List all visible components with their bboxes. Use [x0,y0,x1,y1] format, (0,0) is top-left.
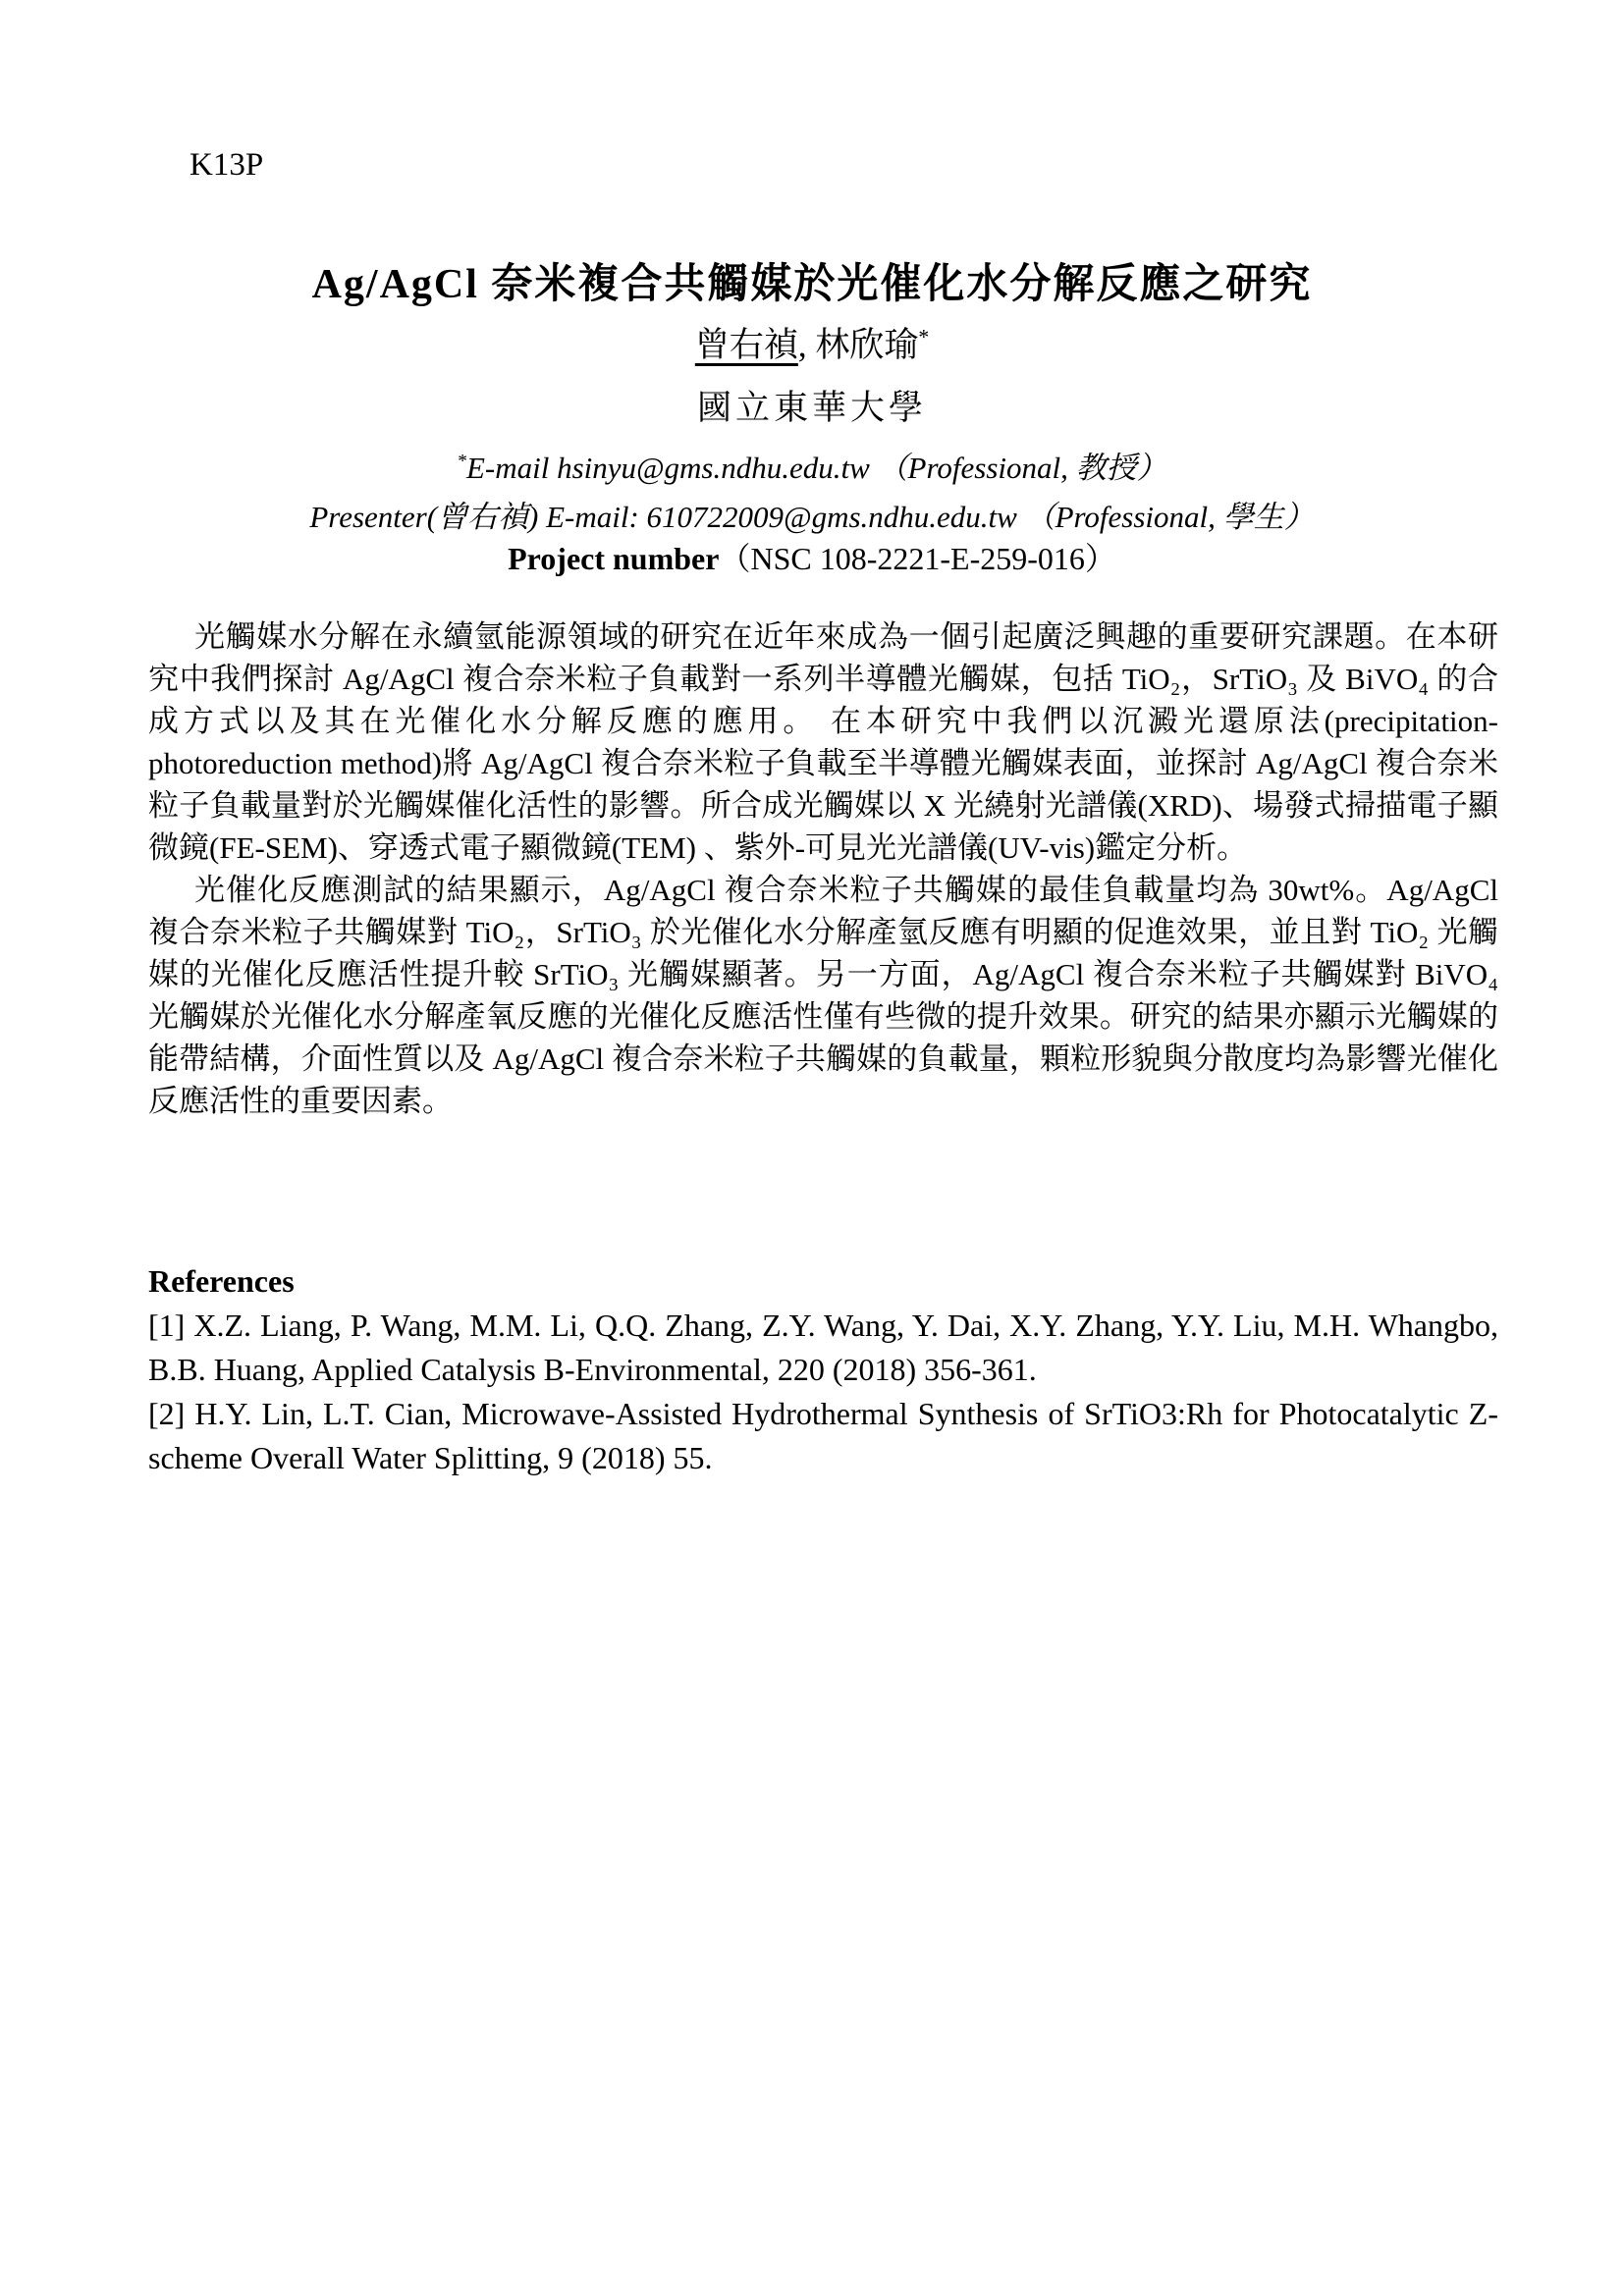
project-number-label: Project number [508,541,720,576]
reference-item: [2] H.Y. Lin, L.T. Cian, Microwave-Assisted Hydrothermal Synthesis of SrTiO3:Rh for Photocatalytic Z-scheme Overall Water Splitting, 9 (2018) 55. [148,1396,1498,1475]
corresponding-email-text: E-mail hsinyu@gms.ndhu.edu.tw （Professional, 教授） [465,451,1167,485]
corresponding-email-asterisk: * [457,451,466,472]
abstract [148,615,1498,1122]
project-number-value: （NSC 108-2221-E-259-016） [719,541,1116,576]
references-heading: References [148,1263,295,1299]
corresponding-asterisk: * [918,325,930,349]
presenter-name: 曾右禎 [694,326,798,364]
reference-item: [1] X.Z. Liang, P. Wang, M.M. Li, Q.Q. Zhang, Z.Y. Wang, Y. Dai, X.Y. Zhang, Y.Y. Liu, M.H. Whangbo, B.B. Huang, Applied Catalysis B-Environmental, 220 (2018) 356-361. [148,1308,1498,1387]
corresponding-email-line [0,443,1624,487]
abstract-paragraph: 光催化反應測試的結果顯示，Ag/AgCl 複合奈米粒子共觸媒的最佳負載量均為 30wt%。Ag/AgCl 複合奈米粒子共觸媒對 TiO₂，SrTiO₃ 於光催化水分解產氫反應有明顯的促進效果，並且對 TiO₂ 光觸媒的光催化反應活性提升較 SrTiO₃ 光觸媒顯著。另一方面，Ag/AgCl 複合奈米粒子共觸媒對 BiVO₄ 光觸媒於光催化水分解產氧反應的光催化反應活性僅有些微的提升效果。研究的結果亦顯示光觸媒的能帶結構，介面性質以及 Ag/AgCl 複合奈米粒子共觸媒的負載量，顆粒形貌與分散度均為影響光催化反應活性的重要因素。 [148,873,1498,1118]
references-section [148,1259,1498,1480]
page-code: K13P [189,147,264,183]
coauthor-name: 林欣瑜 [815,326,919,364]
authors-line [0,318,1624,367]
abstract-paragraph: 光觸媒水分解在永續氫能源領域的研究在近年來成為一個引起廣泛興趣的重要研究課題。在本研究中我們探討 Ag/AgCl 複合奈米粒子負載對一系列半導體光觸媒，包括 TiO₂，SrTiO₃ 及 BiVO₄ 的合成方式以及其在光催化水分解反應的應用。 在本研究中我們以沉澱光還原法(precipitation-photoreduction method)將 Ag/AgCl 複合奈米粒子負載至半導體光觸媒表面，並探討 Ag/AgCl 複合奈米粒子負載量對於光觸媒催化活性的影響。所合成光觸媒以 X 光繞射光譜儀(XRD)、場發式掃描電子顯微鏡(FE-SEM)、穿透式電子顯微鏡(TEM) 、紫外-可見光光譜儀(UV-vis)鑑定分析。 [148,619,1498,865]
project-number-line [0,534,1624,579]
presenter-email-line: Presenter(曾右禎) E-mail: 610722009@gms.ndhu.edu.tw （Professional, 學生） [309,500,1315,534]
author-separator: , [797,326,816,364]
paper-title: Ag/AgCl 奈米複合共觸媒於光催化水分解反應之研究 [311,262,1313,307]
affiliation: 國立東華大學 [696,389,927,427]
